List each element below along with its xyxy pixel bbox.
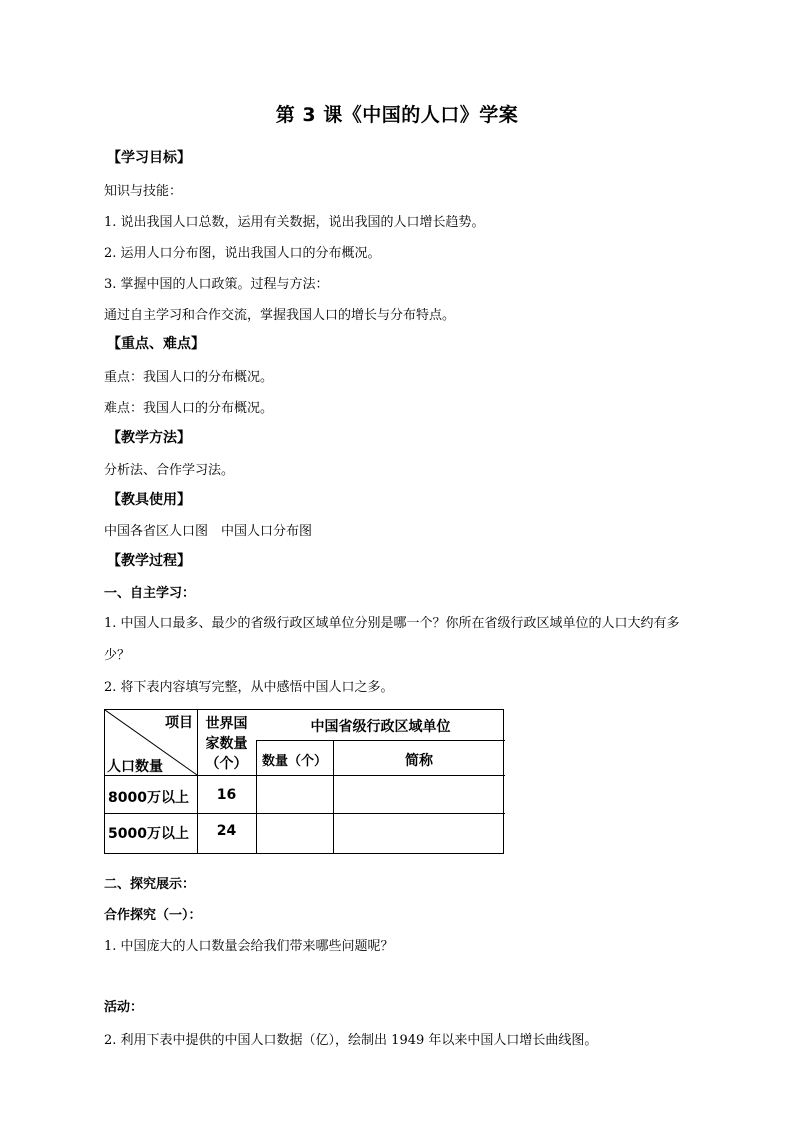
heading-goals: 【学习目标】 — [107, 150, 191, 166]
table-corner-top: 项目 — [165, 715, 193, 731]
goals-line-2: 1. 说出我国人口总数，运用有关数据，说出我国的人口增长趋势。 — [104, 215, 485, 230]
process-part1: 一、自主学习： — [104, 586, 196, 601]
row-label: 5000万以上 — [108, 826, 189, 842]
process-q1-line1: 1. 中国人口最多、最少的省级行政区域单位分别是哪一个？你所在省级行政区域单位的人口大约有多 — [104, 616, 680, 631]
process-part2: 二、探究展示： — [104, 877, 196, 892]
keypoints-line-1: 重点：我国人口的分布概况。 — [104, 370, 274, 385]
heading-tools: 【教具使用】 — [107, 492, 191, 508]
heading-methods: 【教学方法】 — [107, 430, 191, 446]
methods-line-1: 分析法、合作学习法。 — [104, 463, 235, 478]
table-divider — [105, 813, 505, 814]
tools-line-1: 中国各省区人口图 中国人口分布图 — [104, 524, 313, 539]
process-activity: 活动： — [104, 1000, 144, 1015]
table-corner-bottom: 人口数量 — [107, 759, 163, 775]
goals-line-1: 知识与技能： — [104, 184, 183, 199]
table-divider — [256, 740, 505, 741]
heading-keypoints: 【重点、难点】 — [107, 336, 205, 352]
population-table — [104, 709, 504, 854]
process-coop-q1: 1. 中国庞大的人口数量会给我们带来哪些问题呢？ — [104, 939, 394, 954]
col-world-line3: （个） — [205, 756, 248, 772]
process-coop: 合作探究（一）： — [104, 908, 202, 923]
heading-process: 【教学过程】 — [107, 553, 191, 569]
row-label: 8000万以上 — [108, 790, 189, 806]
page-title: 第 3 课《中国的人口》学案 — [275, 104, 519, 126]
col-name-header: 简称 — [405, 753, 433, 769]
col-world-line2: 家数量 — [205, 736, 248, 752]
process-activity-q2: 2. 利用下表中提供的中国人口数据（亿），绘制出 1949 年以来中国人口增长曲线图。 — [104, 1033, 598, 1048]
process-q1-line2: 少？ — [104, 648, 131, 663]
process-q2: 2. 将下表内容填写完整，从中感悟中国人口之多。 — [104, 680, 394, 695]
col-china-header: 中国省级行政区域单位 — [310, 719, 451, 735]
row-world-value: 16 — [216, 787, 237, 803]
col-world-line1: 世界国 — [205, 716, 248, 732]
goals-line-3: 2. 运用人口分布图，说出我国人口的分布概况。 — [104, 246, 381, 261]
row-world-value: 24 — [216, 823, 237, 839]
keypoints-line-2: 难点：我国人口的分布概况。 — [104, 401, 274, 416]
goals-line-5: 通过自主学习和合作交流，掌握我国人口的增长与分布特点。 — [104, 308, 456, 323]
goals-line-4: 3. 掌握中国的人口政策。过程与方法： — [104, 277, 329, 292]
col-count-header: 数量（个） — [261, 754, 327, 769]
